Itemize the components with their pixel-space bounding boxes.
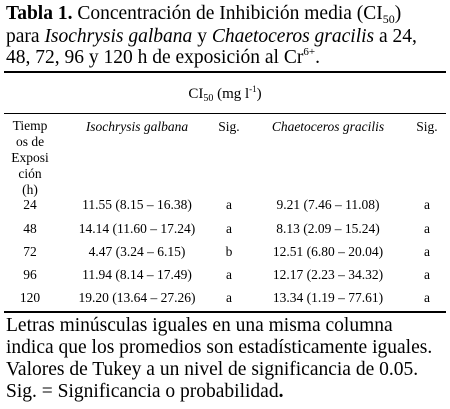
- tiempo-line: (h): [22, 182, 38, 197]
- caption-ci-subscript: 50: [382, 12, 395, 26]
- table-top-rule: [4, 71, 446, 73]
- header-rule: [4, 113, 446, 114]
- caption-exposure: 48, 72, 96 y 120 h de exposición al Cr: [6, 47, 304, 68]
- cell-time: 48: [23, 221, 37, 236]
- cell-sig-1: a: [226, 267, 232, 282]
- cell-sig-2: a: [424, 244, 430, 259]
- cell-time: 96: [23, 267, 37, 282]
- tiempo-line: ción: [18, 166, 42, 181]
- caption-label: Tabla 1.: [6, 3, 73, 24]
- ci-units-superscript: -1: [249, 84, 257, 94]
- cell-sig-2: a: [424, 221, 430, 236]
- cell-sig-2: a: [424, 290, 430, 305]
- caption-conj: y: [192, 26, 212, 47]
- cell-time: 24: [23, 197, 37, 212]
- footnote-line: Valores de Tukey a un nivel de significancia de 0.05.: [6, 359, 419, 380]
- caption-species-2: Chaetoceros gracilis: [211, 26, 375, 47]
- caption-line-1: [6, 3, 446, 26]
- caption-para: para: [6, 26, 45, 47]
- cell-chaetoceros: 12.17 (2.23 – 34.32): [272, 267, 384, 282]
- column-header-sig-1: Sig.: [218, 119, 240, 134]
- cell-sig-1: a: [226, 221, 232, 236]
- cell-isochrysis: 11.94 (8.14 – 17.49): [82, 267, 192, 282]
- tiempo-line: os de: [15, 134, 45, 149]
- column-header-isochrysis: Isochrysis galbana: [85, 119, 189, 134]
- ci-label: CI: [188, 86, 204, 102]
- cell-sig-2: a: [424, 267, 430, 282]
- ci-units-header: [0, 86, 450, 103]
- ci-units: (mg l: [213, 86, 250, 102]
- column-header-sig-2: Sig.: [416, 119, 438, 134]
- caption-period: .: [315, 47, 320, 68]
- cell-sig-1: b: [225, 244, 233, 259]
- tiempo-line: Tiemp: [12, 118, 48, 133]
- footnote-line: Letras minúsculas iguales en una misma columna: [6, 315, 393, 336]
- cell-time: 72: [23, 244, 37, 259]
- footnote-line: [6, 381, 448, 403]
- caption-line-3: [6, 47, 446, 71]
- cell-isochrysis: 14.14 (11.60 – 17.24): [78, 221, 196, 236]
- cell-isochrysis: 19.20 (13.64 – 27.26): [78, 290, 196, 305]
- cell-chaetoceros: 12.51 (6.80 – 20.04): [272, 244, 384, 259]
- cell-sig-1: a: [226, 197, 232, 212]
- cell-sig-2: a: [424, 197, 430, 212]
- caption-line-2: [6, 26, 446, 47]
- table-caption: [6, 3, 446, 71]
- caption-species-1: Isochrysis galbana: [44, 26, 193, 47]
- footnote-period: .: [278, 381, 284, 402]
- footnote-sig-definition: Sig. = Significancia o probabilidad: [6, 381, 279, 402]
- footnote-line: indica que los promedios son estadísticamente iguales.: [6, 337, 433, 358]
- tiempo-line: Exposi: [11, 150, 49, 165]
- table-footnote: [6, 315, 448, 403]
- ci-subscript: 50: [203, 93, 214, 104]
- ci-units-close: ): [256, 86, 262, 102]
- cell-isochrysis: 4.47 (3.24 – 6.15): [88, 244, 186, 259]
- cell-chaetoceros: 9.21 (7.46 – 11.08): [276, 197, 380, 212]
- caption-title: Concentración de Inhibición media (CI: [77, 3, 383, 24]
- table-bottom-rule: [4, 311, 446, 313]
- cell-chaetoceros: 8.13 (2.09 – 15.24): [276, 221, 380, 236]
- cell-isochrysis: 11.55 (8.15 – 16.38): [82, 197, 192, 212]
- column-header-tiempo: [8, 118, 52, 198]
- caption-paren: ): [394, 3, 402, 24]
- column-header-chaetoceros: Chaetoceros gracilis: [271, 119, 385, 134]
- caption-tail: a 24,: [374, 26, 417, 47]
- cell-sig-1: a: [226, 290, 232, 305]
- cell-chaetoceros: 13.34 (1.19 – 77.61): [272, 290, 384, 305]
- caption-cr-superscript: 6+: [303, 46, 316, 58]
- cell-time: 120: [19, 290, 41, 305]
